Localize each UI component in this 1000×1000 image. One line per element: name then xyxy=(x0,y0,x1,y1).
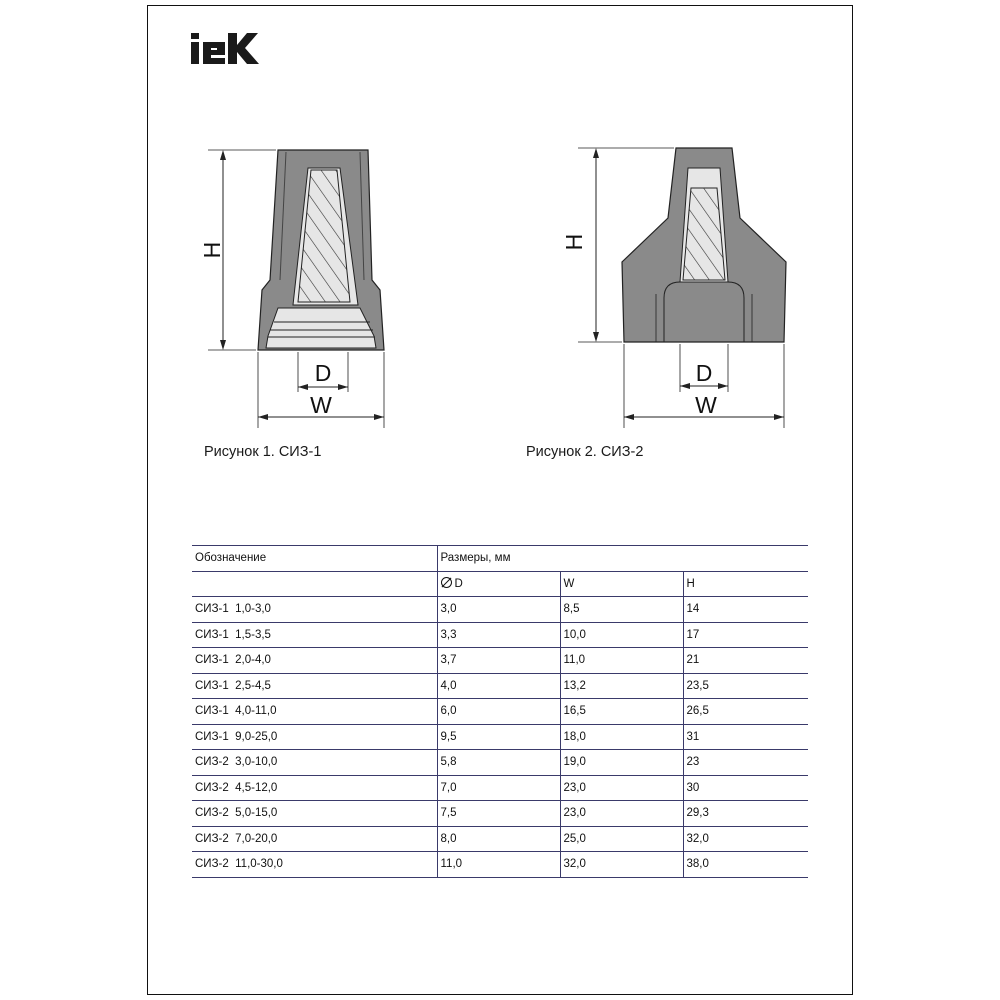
cell-designation: СИЗ-1 1,5-3,5 xyxy=(192,622,437,648)
cell-h: 31 xyxy=(683,724,808,750)
header-col-d xyxy=(437,571,560,597)
cell-h: 26,5 xyxy=(683,699,808,725)
cell-h: 23 xyxy=(683,750,808,776)
table-row xyxy=(192,852,808,878)
cell-d: 5,8 xyxy=(437,750,560,776)
table-row xyxy=(192,673,808,699)
cell-h: 23,5 xyxy=(683,673,808,699)
cell-d: 4,0 xyxy=(437,673,560,699)
cell-designation: СИЗ-2 7,0-20,0 xyxy=(192,826,437,852)
header-col-h: H xyxy=(683,571,808,597)
cell-h: 38,0 xyxy=(683,852,808,878)
cell-d: 8,0 xyxy=(437,826,560,852)
header-designation: Обозначение xyxy=(192,546,437,572)
cell-w: 8,5 xyxy=(560,597,683,623)
cell-h: 14 xyxy=(683,597,808,623)
cell-d: 9,5 xyxy=(437,724,560,750)
table-row xyxy=(192,597,808,623)
cell-w: 11,0 xyxy=(560,648,683,674)
table-header-row xyxy=(192,546,808,572)
fig2-w-label: W xyxy=(695,392,717,418)
cell-d: 11,0 xyxy=(437,852,560,878)
cell-h: 21 xyxy=(683,648,808,674)
table-row xyxy=(192,648,808,674)
cell-designation: СИЗ-2 4,5-12,0 xyxy=(192,775,437,801)
cell-h: 30 xyxy=(683,775,808,801)
cell-d: 7,5 xyxy=(437,801,560,827)
fig2-h-label: H xyxy=(561,233,587,251)
fig2-d-label: D xyxy=(695,360,713,386)
header-dimensions: Размеры, мм xyxy=(437,546,808,572)
table-row xyxy=(192,826,808,852)
table-row xyxy=(192,801,808,827)
table-subheader-row xyxy=(192,571,808,597)
table-row xyxy=(192,699,808,725)
iek-logo xyxy=(189,30,261,70)
figure-siz2-drawing xyxy=(560,130,820,450)
header-col-w: W xyxy=(560,571,683,597)
cell-designation: СИЗ-1 1,0-3,0 xyxy=(192,597,437,623)
cell-h: 32,0 xyxy=(683,826,808,852)
cell-designation: СИЗ-2 3,0-10,0 xyxy=(192,750,437,776)
cell-w: 23,0 xyxy=(560,801,683,827)
cell-w: 23,0 xyxy=(560,775,683,801)
cell-w: 13,2 xyxy=(560,673,683,699)
cell-designation: СИЗ-1 2,0-4,0 xyxy=(192,648,437,674)
cell-h: 29,3 xyxy=(683,801,808,827)
fig1-w-label: W xyxy=(310,392,332,418)
table-row xyxy=(192,724,808,750)
figure1-caption: Рисунок 1. СИЗ-1 xyxy=(204,444,322,460)
cell-w: 18,0 xyxy=(560,724,683,750)
cell-d: 3,7 xyxy=(437,648,560,674)
table-row xyxy=(192,775,808,801)
fig1-h-label: H xyxy=(199,241,225,259)
cell-w: 16,5 xyxy=(560,699,683,725)
figure-siz1-drawing xyxy=(190,130,430,450)
cell-d: 6,0 xyxy=(437,699,560,725)
cell-d: 3,0 xyxy=(437,597,560,623)
cell-d: 3,3 xyxy=(437,622,560,648)
cell-w: 25,0 xyxy=(560,826,683,852)
cell-designation: СИЗ-1 9,0-25,0 xyxy=(192,724,437,750)
cell-w: 19,0 xyxy=(560,750,683,776)
cell-designation: СИЗ-2 5,0-15,0 xyxy=(192,801,437,827)
cell-w: 32,0 xyxy=(560,852,683,878)
dimensions-table xyxy=(192,545,808,878)
table-row xyxy=(192,750,808,776)
cell-designation: СИЗ-1 4,0-11,0 xyxy=(192,699,437,725)
cell-designation: СИЗ-2 11,0-30,0 xyxy=(192,852,437,878)
header-col-d-text: D xyxy=(454,578,463,591)
figure2-caption: Рисунок 2. СИЗ-2 xyxy=(526,444,644,460)
diameter-icon xyxy=(441,577,452,588)
cell-designation: СИЗ-1 2,5-4,5 xyxy=(192,673,437,699)
subheader-empty xyxy=(192,571,437,597)
cell-h: 17 xyxy=(683,622,808,648)
cell-d: 7,0 xyxy=(437,775,560,801)
table-row xyxy=(192,622,808,648)
cell-w: 10,0 xyxy=(560,622,683,648)
fig1-d-label: D xyxy=(314,360,332,386)
